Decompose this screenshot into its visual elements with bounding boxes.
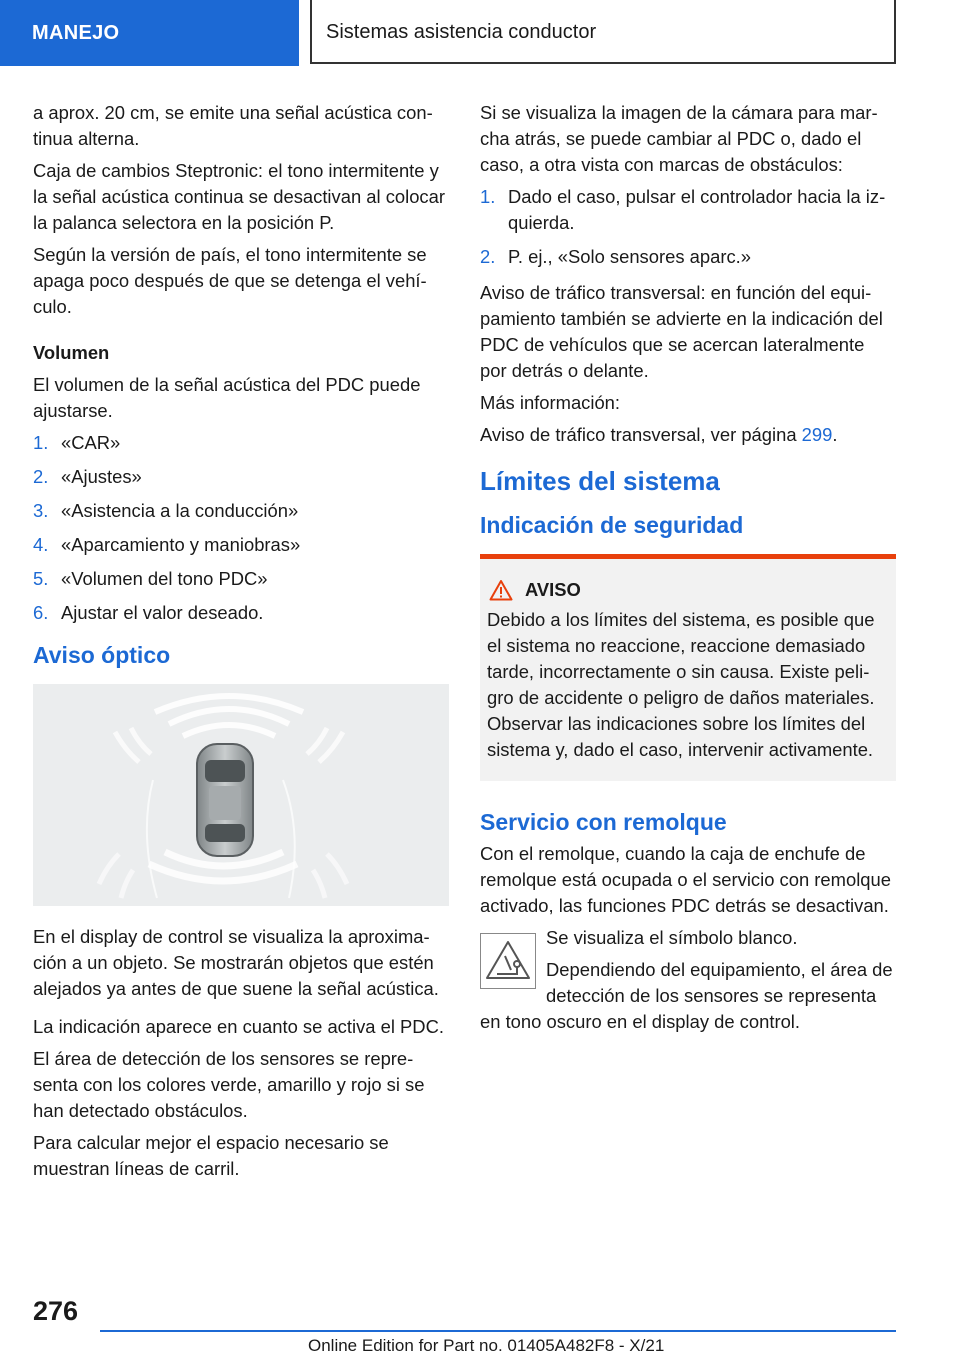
warning-title (487, 577, 888, 603)
step-number: 2. (480, 246, 496, 267)
step-number: 6. (33, 602, 49, 623)
paragraph: Con el remolque, cuando la caja de enchufe de remolque está ocupada o el servicio con remolque activado, las funciones PDC detrás se desactivan. (480, 843, 891, 916)
volume-steps-list (33, 430, 449, 626)
step-text: «Asistencia a la conducción» (61, 500, 299, 521)
warning-box (480, 554, 896, 781)
paragraph: Caja de cambios Steptronic: el tono intermitente y la señal acústica continua se desactivan al colocar la palanca selectora en la posición P. (33, 160, 445, 233)
step-number: 5. (33, 568, 49, 589)
warning-label: AVISO (525, 579, 581, 600)
system-limits-heading: Límites del sistema (480, 466, 720, 496)
list-item (33, 600, 449, 626)
chapter-title: Sistemas asistencia conductor (310, 0, 896, 64)
cross-reference (480, 422, 896, 448)
pdc-car-icon (33, 684, 449, 906)
step-number: 3. (33, 500, 49, 521)
paragraph: El área de detección de los sensores se representa con los colores verde, amarillo y rojo si se han detectado obstáculos. (33, 1048, 425, 1121)
list-item (33, 498, 449, 524)
trailer-heading: Servicio con remolque (480, 809, 727, 835)
step-number: 2. (33, 466, 49, 487)
right-column (480, 100, 896, 1041)
step-text: «CAR» (61, 432, 121, 453)
section-tab: MANEJO (0, 0, 299, 66)
trailer-symbol-block (480, 925, 896, 1035)
list-item (33, 566, 449, 592)
trailer-mode-icon (480, 933, 536, 989)
cross-reference-end: . (832, 424, 838, 445)
step-text: P. ej., «Solo sensores aparc.» (508, 246, 751, 267)
paragraph: Se visualiza el símbolo blanco. (546, 927, 798, 948)
pdc-display-illustration (33, 684, 449, 906)
warning-text: Debido a los límites del sistema, es posible que el sistema no reaccione, reaccione demasiado tarde, incorrectamente o sin causa. Existe peligro de accidente o peligro de daños materiales. Observar las indicaciones sobre los límites del sistema y, dado el caso, intervenir activamente. (487, 609, 875, 760)
warning-triangle-icon (489, 579, 513, 601)
step-text: «Ajustes» (61, 466, 142, 487)
paragraph: Dependiendo del equipamiento, el área de detección de los sensores se representa en tono oscuro en el display de control. (480, 959, 893, 1032)
paragraph: Más información: (480, 392, 621, 413)
paragraph: Si se visualiza la imagen de la cámara para marcha atrás, se puede cambiar al PDC o, dado el caso, a otra vista con marcas de obstáculos: (480, 102, 878, 175)
paragraph: Para calcular mejor el espacio necesario se muestran líneas de carril. (33, 1132, 389, 1179)
step-number: 1. (33, 432, 49, 453)
footer-divider (100, 1330, 896, 1332)
paragraph: Aviso de tráfico transversal: en función del equipamiento también se advierte en la indicación del PDC de vehículos que se acercan lateralmente por detrás o delante. (480, 282, 883, 381)
page-link[interactable]: 299 (801, 424, 833, 445)
paragraph: El volumen de la señal acústica del PDC puede ajustarse. (33, 374, 421, 421)
list-item (33, 464, 449, 490)
volume-subheading: Volumen (33, 342, 110, 363)
list-item (33, 430, 449, 456)
paragraph: La indicación aparece en cuanto se activa el PDC. (33, 1016, 444, 1037)
left-column (33, 100, 449, 1188)
cross-reference-text: Aviso de tráfico transversal, ver página (480, 424, 802, 445)
step-text: Dado el caso, pulsar el controlador hacia la izquierda. (508, 186, 886, 233)
list-item (33, 532, 449, 558)
step-number: 4. (33, 534, 49, 555)
paragraph: a aprox. 20 cm, se emite una señal acústica continua alterna. (33, 102, 433, 149)
step-text: «Volumen del tono PDC» (61, 568, 268, 589)
safety-note-heading: Indicación de seguridad (480, 512, 744, 538)
camera-steps-list (480, 184, 896, 270)
page-number: 276 (33, 1296, 79, 1326)
visual-warning-heading: Aviso óptico (33, 642, 171, 668)
list-item (480, 244, 896, 270)
step-text: «Aparcamiento y maniobras» (61, 534, 301, 555)
edition-note: Online Edition for Part no. 01405A482F8 - X/21 (308, 1336, 665, 1355)
paragraph: En el display de control se visualiza la aproximación a un objeto. Se mostrarán objetos que estén alejados ya antes de que suene la señal acústica. (33, 926, 439, 999)
list-item (480, 184, 896, 236)
step-text: Ajustar el valor deseado. (61, 602, 264, 623)
step-number: 1. (480, 186, 496, 207)
page-header (0, 0, 960, 66)
paragraph: Según la versión de país, el tono intermitente se apaga poco después de que se detenga el vehículo. (33, 244, 427, 317)
